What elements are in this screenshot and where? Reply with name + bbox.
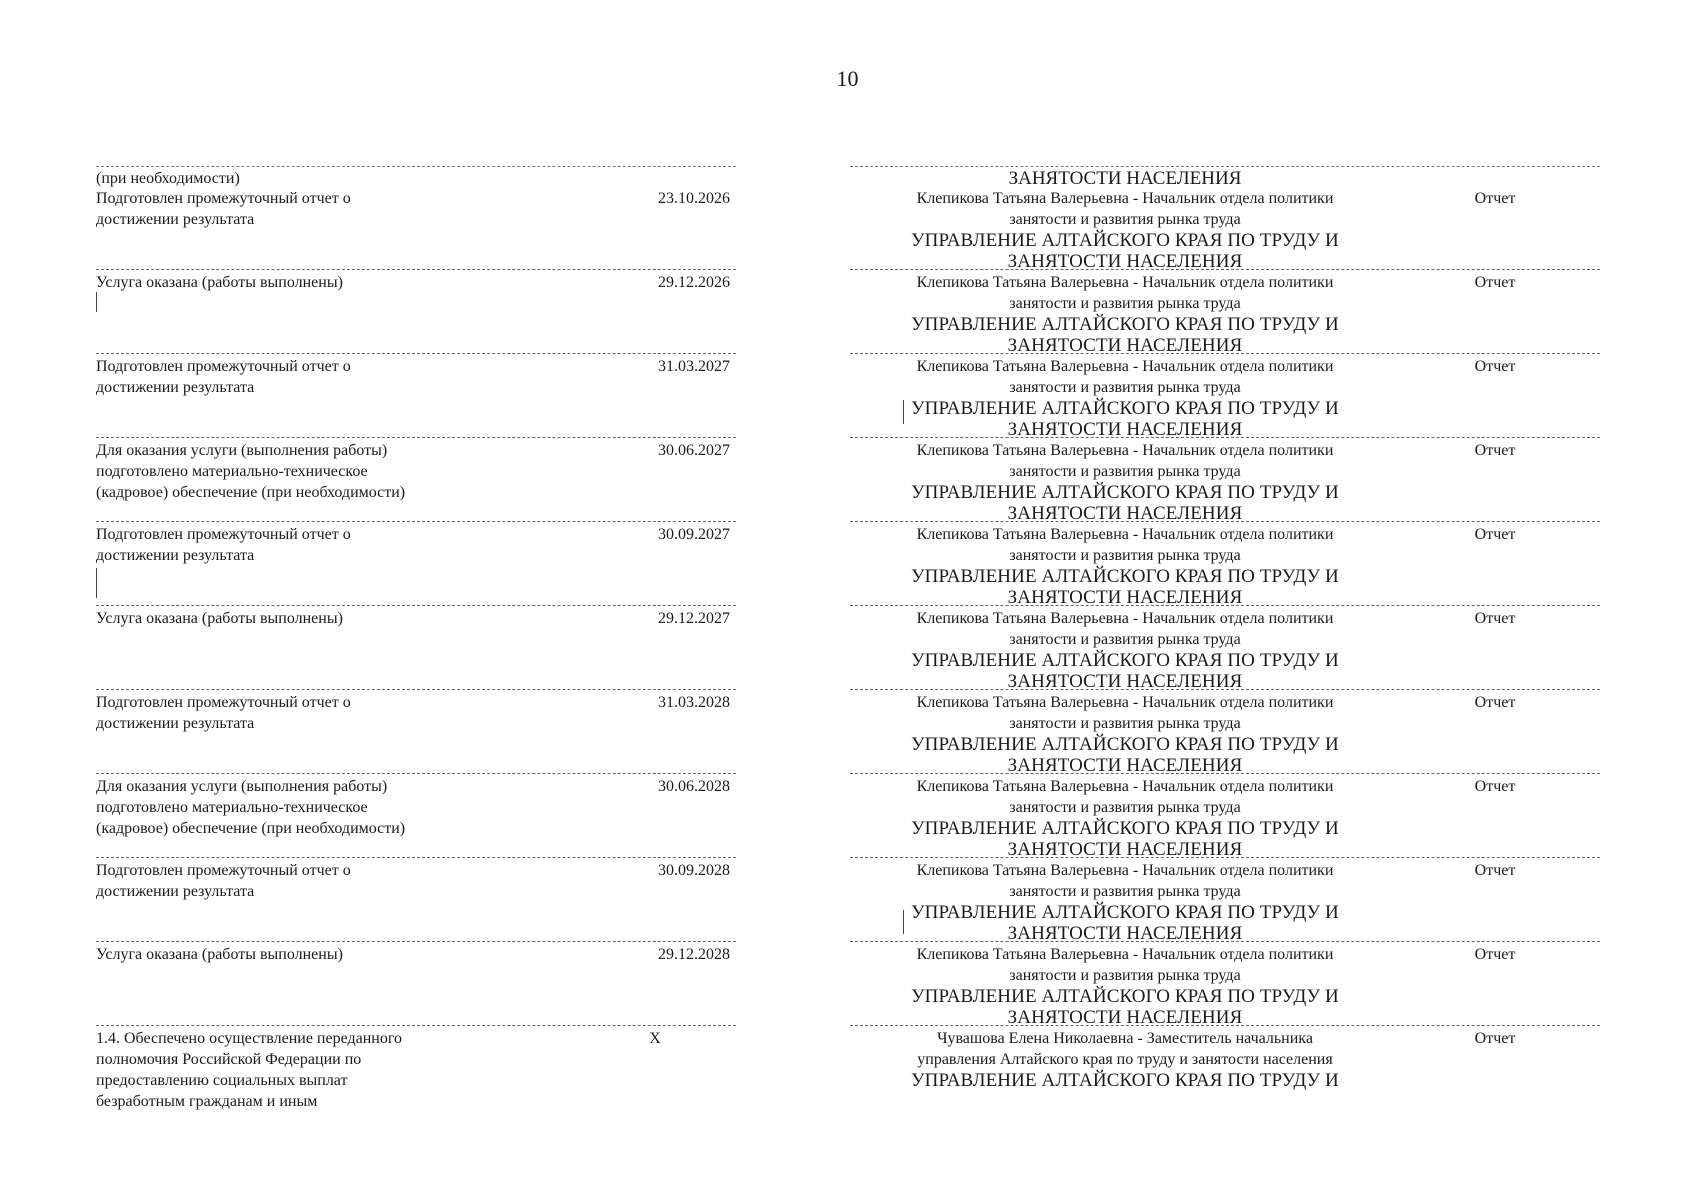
row-divider xyxy=(850,521,1600,522)
row-responsible xyxy=(905,1028,1345,1091)
row-document: Отчет xyxy=(1474,862,1516,879)
continued-row-name-tail: (при необходимости) xyxy=(96,170,240,187)
responsible-org: УПРАВЛЕНИЕ АЛТАЙСКОГО КРАЯ ПО ТРУДУ И ЗАНЯТОСТИ НАСЕЛЕНИЯ xyxy=(911,650,1339,692)
page-number: 10 xyxy=(836,66,859,91)
row-name: Подготовлен промежуточный отчет о достижении результата xyxy=(96,526,351,564)
scan-artifact-line xyxy=(903,910,904,934)
scan-artifact-line xyxy=(96,292,97,312)
row-responsible xyxy=(905,608,1345,692)
row-responsible xyxy=(905,272,1345,356)
responsible-person: Клепикова Татьяна Валерьевна - Начальник отдела политики занятости и развития рынка труда xyxy=(916,274,1334,312)
row-name: Услуга оказана (работы выполнены) xyxy=(96,610,343,627)
row-name: Услуга оказана (работы выполнены) xyxy=(96,274,343,291)
row-responsible xyxy=(905,524,1345,608)
row-divider xyxy=(96,605,736,606)
row-divider xyxy=(850,605,1600,606)
row-divider xyxy=(850,269,1600,270)
row-divider xyxy=(96,437,736,438)
responsible-org: УПРАВЛЕНИЕ АЛТАЙСКОГО КРАЯ ПО ТРУДУ И ЗАНЯТОСТИ НАСЕЛЕНИЯ xyxy=(911,230,1339,272)
responsible-person: Клепикова Татьяна Валерьевна - Начальник отдела политики занятости и развития рынка труда xyxy=(916,190,1334,228)
responsible-person: Клепикова Татьяна Валерьевна - Начальник отдела политики занятости и развития рынка труда xyxy=(916,442,1334,480)
responsible-org: УПРАВЛЕНИЕ АЛТАЙСКОГО КРАЯ ПО ТРУДУ И ЗАНЯТОСТИ НАСЕЛЕНИЯ xyxy=(911,734,1339,776)
row-name: Подготовлен промежуточный отчет о достижении результата xyxy=(96,190,351,228)
row-divider xyxy=(96,689,736,690)
row-date: 23.10.2026 xyxy=(658,190,730,207)
row-divider xyxy=(96,1025,736,1026)
responsible-org: УПРАВЛЕНИЕ АЛТАЙСКОГО КРАЯ ПО ТРУДУ И ЗАНЯТОСТИ НАСЕЛЕНИЯ xyxy=(911,818,1339,860)
row-document: Отчет xyxy=(1474,778,1516,795)
row-date: X xyxy=(649,1030,661,1047)
row-document: Отчет xyxy=(1474,274,1516,291)
row-date: 31.03.2027 xyxy=(658,358,730,375)
responsible-person: Клепикова Татьяна Валерьевна - Начальник отдела политики занятости и развития рынка труда xyxy=(916,946,1334,984)
row-divider xyxy=(96,269,736,270)
responsible-person: Клепикова Татьяна Валерьевна - Начальник отдела политики занятости и развития рынка труда xyxy=(916,610,1334,648)
responsible-org: УПРАВЛЕНИЕ АЛТАЙСКОГО КРАЯ ПО ТРУДУ И ЗАНЯТОСТИ НАСЕЛЕНИЯ xyxy=(911,482,1339,524)
responsible-person: Клепикова Татьяна Валерьевна - Начальник отдела политики занятости и развития рынка труда xyxy=(916,778,1334,816)
row-document: Отчет xyxy=(1474,442,1516,459)
responsible-person: Клепикова Татьяна Валерьевна - Начальник отдела политики занятости и развития рынка труда xyxy=(916,526,1334,564)
responsible-org: УПРАВЛЕНИЕ АЛТАЙСКОГО КРАЯ ПО ТРУДУ И ЗАНЯТОСТИ НАСЕЛЕНИЯ xyxy=(911,902,1339,944)
row-date: 29.12.2028 xyxy=(658,946,730,963)
row-name: 1.4. Обеспечено осуществление переданного полномочия Российской Федерации по предоставлению социальных выплат безработным гражданам и иным xyxy=(96,1030,403,1110)
row-divider xyxy=(96,353,736,354)
row-responsible xyxy=(905,356,1345,440)
row-divider xyxy=(96,521,736,522)
row-name: Для оказания услуги (выполнения работы) подготовлено материально-техническое (кадровое) обеспечение (при необходимости) xyxy=(96,778,406,837)
row-divider xyxy=(850,857,1600,858)
responsible-person: Клепикова Татьяна Валерьевна - Начальник отдела политики занятости и развития рынка труда xyxy=(916,358,1334,396)
row-date: 30.09.2028 xyxy=(658,862,730,879)
row-document: Отчет xyxy=(1474,610,1516,627)
row-name: Подготовлен промежуточный отчет о достижении результата xyxy=(96,358,351,396)
row-document: Отчет xyxy=(1474,190,1516,207)
continued-row-org-tail: ЗАНЯТОСТИ НАСЕЛЕНИЯ xyxy=(1008,168,1242,189)
row-divider xyxy=(96,773,736,774)
responsible-person: Клепикова Татьяна Валерьевна - Начальник отдела политики занятости и развития рынка труда xyxy=(916,694,1334,732)
table-top-rule-right xyxy=(850,166,1600,167)
row-date: 30.06.2027 xyxy=(658,442,730,459)
scan-artifact-line xyxy=(96,568,97,598)
responsible-org: УПРАВЛЕНИЕ АЛТАЙСКОГО КРАЯ ПО ТРУДУ И ЗАНЯТОСТИ НАСЕЛЕНИЯ xyxy=(911,314,1339,356)
responsible-person: Клепикова Татьяна Валерьевна - Начальник отдела политики занятости и развития рынка труда xyxy=(916,862,1334,900)
row-divider xyxy=(96,857,736,858)
row-divider xyxy=(850,773,1600,774)
table-top-rule-left xyxy=(96,166,736,167)
row-document: Отчет xyxy=(1474,1030,1516,1047)
scan-artifact-line xyxy=(903,400,904,424)
row-responsible xyxy=(905,692,1345,776)
row-name: Подготовлен промежуточный отчет о достижении результата xyxy=(96,694,351,732)
row-document: Отчет xyxy=(1474,946,1516,963)
row-name: Услуга оказана (работы выполнены) xyxy=(96,946,343,963)
row-name: Подготовлен промежуточный отчет о достижении результата xyxy=(96,862,351,900)
row-responsible xyxy=(905,188,1345,272)
row-name: Для оказания услуги (выполнения работы) подготовлено материально-техническое (кадровое) обеспечение (при необходимости) xyxy=(96,442,406,501)
responsible-person: Чувашова Елена Николаевна - Заместитель начальника управления Алтайского края по труду и занятости населения xyxy=(917,1030,1333,1068)
row-divider xyxy=(850,437,1600,438)
row-date: 30.09.2027 xyxy=(658,526,730,543)
row-divider xyxy=(850,689,1600,690)
row-divider xyxy=(850,941,1600,942)
row-divider xyxy=(850,353,1600,354)
row-date: 30.06.2028 xyxy=(658,778,730,795)
row-responsible xyxy=(905,440,1345,524)
responsible-org: УПРАВЛЕНИЕ АЛТАЙСКОГО КРАЯ ПО ТРУДУ И ЗАНЯТОСТИ НАСЕЛЕНИЯ xyxy=(911,398,1339,440)
row-responsible xyxy=(905,944,1345,1028)
responsible-org: УПРАВЛЕНИЕ АЛТАЙСКОГО КРАЯ ПО ТРУДУ И ЗАНЯТОСТИ НАСЕЛЕНИЯ xyxy=(911,566,1339,608)
row-document: Отчет xyxy=(1474,358,1516,375)
responsible-org: УПРАВЛЕНИЕ АЛТАЙСКОГО КРАЯ ПО ТРУДУ И xyxy=(911,1070,1339,1091)
row-responsible xyxy=(905,860,1345,944)
row-date: 31.03.2028 xyxy=(658,694,730,711)
row-date: 29.12.2027 xyxy=(658,610,730,627)
row-document: Отчет xyxy=(1474,526,1516,543)
responsible-org: УПРАВЛЕНИЕ АЛТАЙСКОГО КРАЯ ПО ТРУДУ И ЗАНЯТОСТИ НАСЕЛЕНИЯ xyxy=(911,986,1339,1028)
row-responsible xyxy=(905,776,1345,860)
row-document: Отчет xyxy=(1474,694,1516,711)
row-date: 29.12.2026 xyxy=(658,274,730,291)
row-divider xyxy=(850,1025,1600,1026)
row-divider xyxy=(96,941,736,942)
